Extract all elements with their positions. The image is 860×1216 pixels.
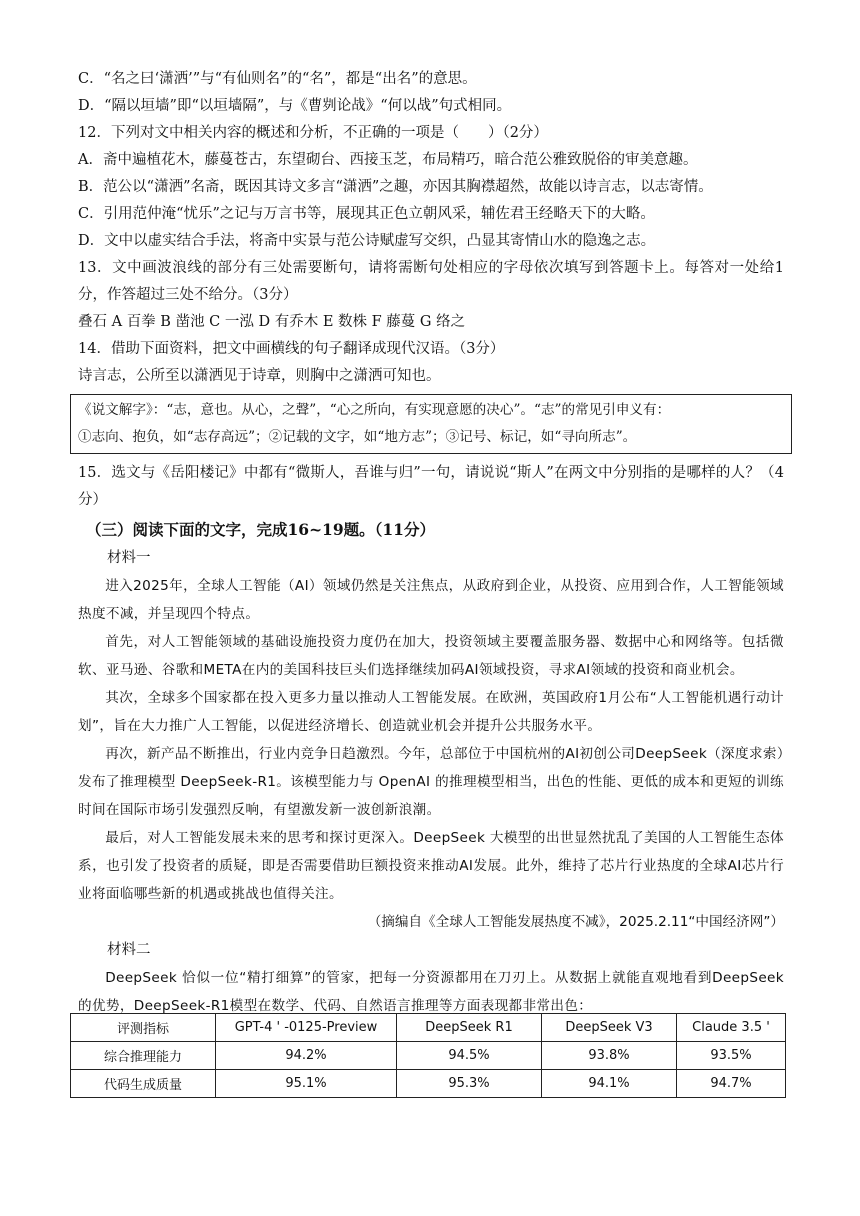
table-cell: 94.5% bbox=[397, 1042, 542, 1070]
material-1-paragraph-3: 其次，全球多个国家都在投入更多力量以推动人工智能发展。在欧洲，英国政府1月公布“人工智能机遇行动计划”，旨在大力推广人工智能，以促进经济增长、创造就业机会并提升公共服务水平。 bbox=[78, 690, 784, 734]
material-1-source: （摘编自《全球人工智能发展热度不减》，2025.2.11“中国经济网”） bbox=[367, 914, 784, 930]
table-cell: 95.3% bbox=[397, 1070, 542, 1098]
material-2-intro: DeepSeek 恰似一位“精打细算”的管家，把每一分资源都用在刀刃上。从数据上就能直观地看到DeepSeek 的优势，DeepSeek-R1模型在数学、代码、自然语言推理等方面表现都非常出色： bbox=[78, 970, 784, 1014]
option-12a: A．斋中遍植花木，藤蔓苍古，东望砌台、西接玉芝，布局精巧，暗合范公雅致脱俗的审美意趣。 bbox=[78, 152, 698, 168]
option-12d: D．文中以虚实结合手法，将斋中实景与范公诗赋虚写交织，凸显其寄情山水的隐逸之志。 bbox=[78, 233, 656, 249]
table-header-cell: DeepSeek R1 bbox=[397, 1014, 542, 1042]
evaluation-table bbox=[70, 1013, 786, 1098]
exam-page bbox=[78, 66, 784, 1020]
question-14-sentence: 诗言志，公所至以潇洒见于诗章，则胸中之潇洒可知也。 bbox=[78, 368, 441, 384]
question-15: 15．选文与《岳阳楼记》中都有“微斯人，吾谁与归”一句，请说说“斯人”在两文中分别指的是哪样的人？（4分） bbox=[78, 465, 784, 508]
table-cell: 95.1% bbox=[216, 1070, 397, 1098]
material-1-paragraph-2: 首先，对人工智能领域的基础设施投资力度仍在加大，投资领域主要覆盖服务器、数据中心和网络等。包括微软、亚马逊、谷歌和META在内的美国科技巨头们选择继续加码AI领域投资，寻求AI领域的投资和商业机会。 bbox=[78, 634, 784, 678]
table-cell: 93.8% bbox=[542, 1042, 677, 1070]
section-3-title: （三）阅读下面的文字，完成16~19题。（11分） bbox=[86, 520, 435, 539]
table-header-cell: Claude 3.5 ' bbox=[677, 1014, 786, 1042]
material-1-label: 材料一 bbox=[107, 550, 151, 566]
table-cell: 94.1% bbox=[542, 1070, 677, 1098]
option-12c: C．引用范仲淹“忧乐”之记与万言书等，展现其正色立朝风采，辅佐君王经略天下的大略。 bbox=[78, 206, 655, 222]
table-row bbox=[71, 1042, 786, 1070]
option-11c: C．“名之曰‘潇洒’”与“有仙则名”的“名”，都是“出名”的意思。 bbox=[78, 71, 477, 87]
table-cell: 94.2% bbox=[216, 1042, 397, 1070]
material-1-paragraph-5: 最后，对人工智能发展未来的思考和探讨更深入。DeepSeek 大模型的出世显然扰乱了美国的人工智能生态体系，也引发了投资者的质疑，即是否需要借助巨额投资来推动AI发展。此外，维持了芯片行业热度的全球AI芯片行业将面临哪些新的机遇或挑战也值得关注。 bbox=[78, 830, 784, 902]
table-header-cell: 评测指标 bbox=[71, 1014, 216, 1042]
question-12: 12．下列对文中相关内容的概述和分析，不正确的一项是（ ）（2分） bbox=[78, 125, 548, 141]
table-cell: 93.5% bbox=[677, 1042, 786, 1070]
table-header-row bbox=[71, 1014, 786, 1042]
option-11d: D．“隔以垣墙”即“以垣墙隔”，与《曹刿论战》“何以战”句式相同。 bbox=[78, 98, 512, 114]
material-2-label: 材料二 bbox=[107, 942, 151, 958]
reference-line-2: ①志向、抱负，如“志存高远”；②记载的文字，如“地方志”；③记号、标记，如“寻向所志”。 bbox=[78, 429, 637, 445]
material-1-paragraph-1: 进入2025年，全球人工智能（AI）领域仍然是关注焦点，从政府到企业，从投资、应用到合作，人工智能领域热度不减，并呈现四个特点。 bbox=[78, 578, 784, 622]
option-12b: B．范公以“潇洒”名斋，既因其诗文多言“潇洒”之趣，亦因其胸襟超然，故能以诗言志，以志寄情。 bbox=[78, 179, 713, 195]
table-header-cell: GPT-4 ' -0125-Preview bbox=[216, 1014, 397, 1042]
question-13: 13．文中画波浪线的部分有三处需要断句，请将需断句处相应的字母依次填写到答题卡上。每答对一处给1分，作答超过三处不给分。（3分） bbox=[78, 260, 784, 303]
table-row bbox=[71, 1070, 786, 1098]
reference-line-1: 《说文解字》：“志，意也。从心，之聲”，“心之所向，有实现意愿的决心”。“志”的常见引申义有： bbox=[78, 402, 671, 418]
reference-box bbox=[70, 394, 792, 454]
table-cell: 94.7% bbox=[677, 1070, 786, 1098]
material-1-paragraph-4: 再次，新产品不断推出，行业内竞争日趋激烈。今年，总部位于中国杭州的AI初创公司DeepSeek（深度求索）发布了推理模型 DeepSeek-R1。该模型能力与 OpenAI 的推理模型相当，出色的性能、更低的成本和更短的训练时间在国际市场引发强烈反响，有望激发新一波创新浪潮。 bbox=[78, 746, 784, 818]
table-header-cell: DeepSeek V3 bbox=[542, 1014, 677, 1042]
table-cell: 综合推理能力 bbox=[71, 1042, 216, 1070]
question-14: 14．借助下面资料，把文中画横线的句子翻译成现代汉语。（3分） bbox=[78, 341, 505, 357]
table-cell: 代码生成质量 bbox=[71, 1070, 216, 1098]
question-13-letters: 叠石 A 百拳 B 凿池 C 一泓 D 有乔木 E 数株 F 藤蔓 G 络之 bbox=[78, 314, 466, 330]
